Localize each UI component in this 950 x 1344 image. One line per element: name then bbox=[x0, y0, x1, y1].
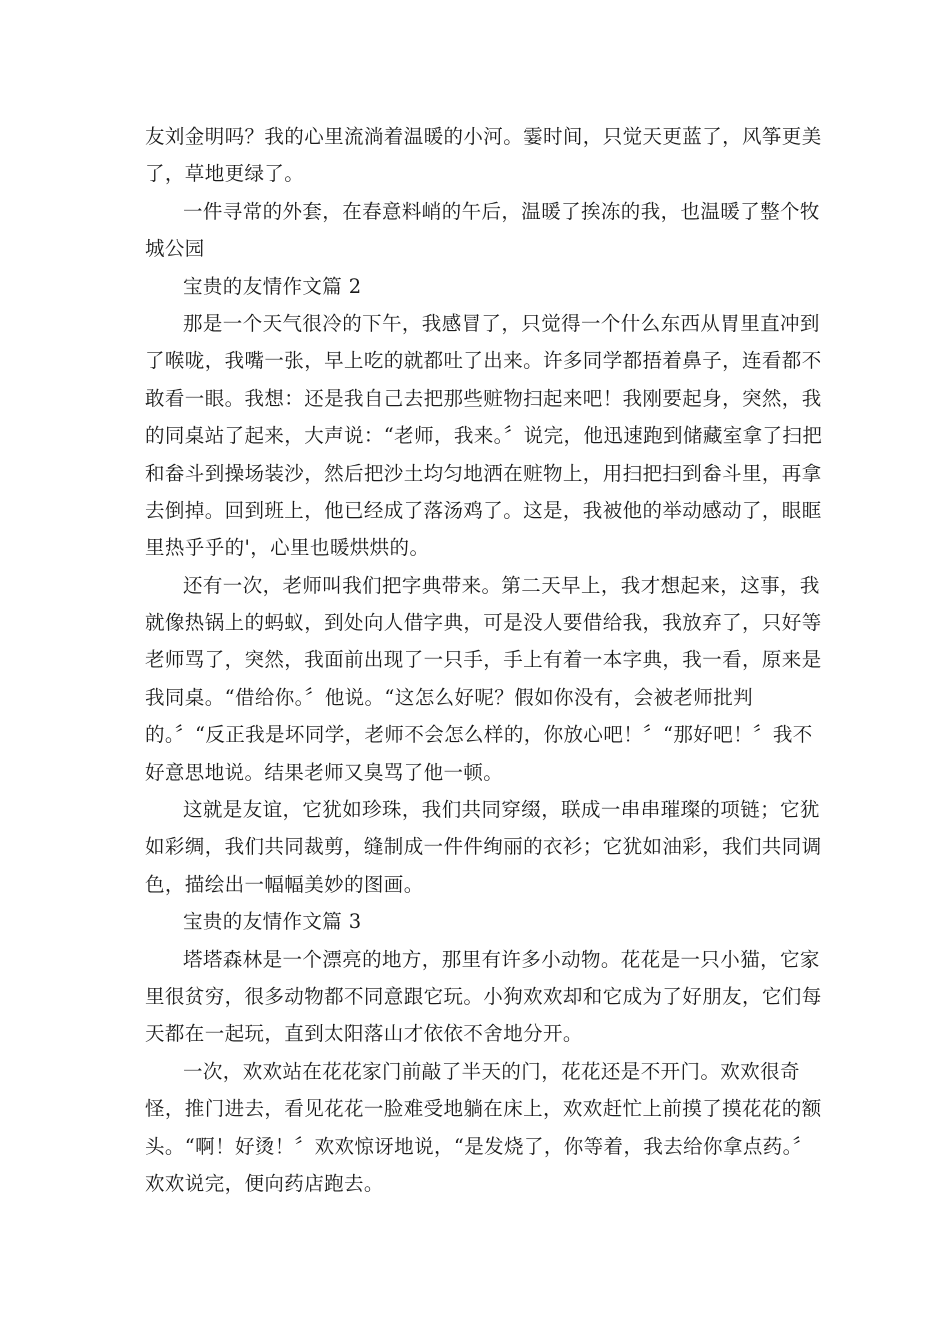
text-line: 的同桌站了起来，大声说：“老师，我来。〞说完，他迅速跑到储藏室拿了扫把 bbox=[145, 424, 823, 448]
text-line: 头。“啊！好烫！〞欢欢惊讶地说，“是发烧了，你等着，我去给你拿点药。〞 bbox=[145, 1134, 813, 1158]
document-body bbox=[145, 118, 823, 1202]
text-line: 了，草地更绿了。 bbox=[145, 162, 305, 186]
text-line: 了喉咙，我嘴一张，早上吃的就都吐了出来。许多同学都捂着鼻子，连看都不 bbox=[145, 349, 822, 373]
text-line: 友刘金明吗？我的心里流淌着温暖的小河。霎时间，只觉天更蓝了，风筝更美 bbox=[145, 125, 822, 148]
text-line: 一次，欢欢站在花花家门前敲了半天的门，花花还是不开门。欢欢很奇 bbox=[183, 1059, 800, 1083]
text-line: 我同桌。“借给你。〞他说。“这怎么好呢？假如你没有，会被老师批判 bbox=[145, 685, 753, 709]
text-line: 塔塔森林是一个漂亮的地方，那里有许多小动物。花花是一只小猫，它家 bbox=[183, 947, 820, 971]
text-line: 城公园 bbox=[145, 237, 205, 261]
text-line: 一件寻常的外套，在春意料峭的午后，温暖了挨冻的我，也温暖了整个牧 bbox=[183, 199, 820, 223]
text-line: 去倒掉。回到班上，他已经成了落汤鸡了。这是，我被他的举动感动了，眼眶 bbox=[145, 498, 822, 522]
text-line: 老师骂了，突然，我面前出现了一只手，手上有着一本字典，我一看，原来是 bbox=[145, 648, 822, 672]
text-line: 敢看一眼。我想：还是我自己去把那些赃物扫起来吧！我刚要起身，突然，我 bbox=[145, 386, 822, 410]
text-line: 和畚斗到操场装沙，然后把沙土均匀地洒在赃物上，用扫把扫到畚斗里，再拿 bbox=[145, 461, 822, 485]
text-line: 里很贫穷，很多动物都不同意跟它玩。小狗欢欢却和它成为了好朋友，它们每 bbox=[145, 984, 822, 1008]
text-line: 就像热锅上的蚂蚁，到处向人借字典，可是没人要借给我，我放弃了，只好等 bbox=[145, 611, 822, 635]
text-line: 色，描绘出一幅幅美妙的图画。 bbox=[145, 872, 424, 896]
text-line: 欢欢说完，便向药店跑去。 bbox=[145, 1171, 384, 1195]
text-line: 宝贵的友情作文篇 2 bbox=[183, 274, 362, 298]
text-line: 里热乎乎的'，心里也暖烘烘的。 bbox=[145, 536, 430, 560]
text-line: 怪，推门进去，看见花花一脸难受地躺在床上，欢欢赶忙上前摸了摸花花的额 bbox=[145, 1097, 822, 1121]
text-line: 好意思地说。结果老师又臭骂了他一顿。 bbox=[145, 760, 504, 784]
text-line: 如彩绸，我们共同裁剪，缝制成一件件绚丽的衣衫；它犹如油彩，我们共同调 bbox=[145, 835, 822, 859]
text-line: 那是一个天气很冷的下午，我感冒了，只觉得一个什么东西从胃里直冲到 bbox=[183, 311, 820, 335]
text-line: 的。〞“反正我是坏同学，老师不会怎么样的，你放心吧！〞“那好吧！〞我不 bbox=[145, 723, 813, 747]
text-line: 还有一次，老师叫我们把字典带来。第二天早上，我才想起来，这事，我 bbox=[183, 573, 820, 597]
text-line: 宝贵的友情作文篇 3 bbox=[183, 910, 362, 934]
text-line: 天都在一起玩，直到太阳落山才依依不舍地分开。 bbox=[145, 1022, 583, 1046]
text-line: 这就是友谊，它犹如珍珠，我们共同穿缀，联成一串串璀璨的项链；它犹 bbox=[183, 798, 820, 822]
